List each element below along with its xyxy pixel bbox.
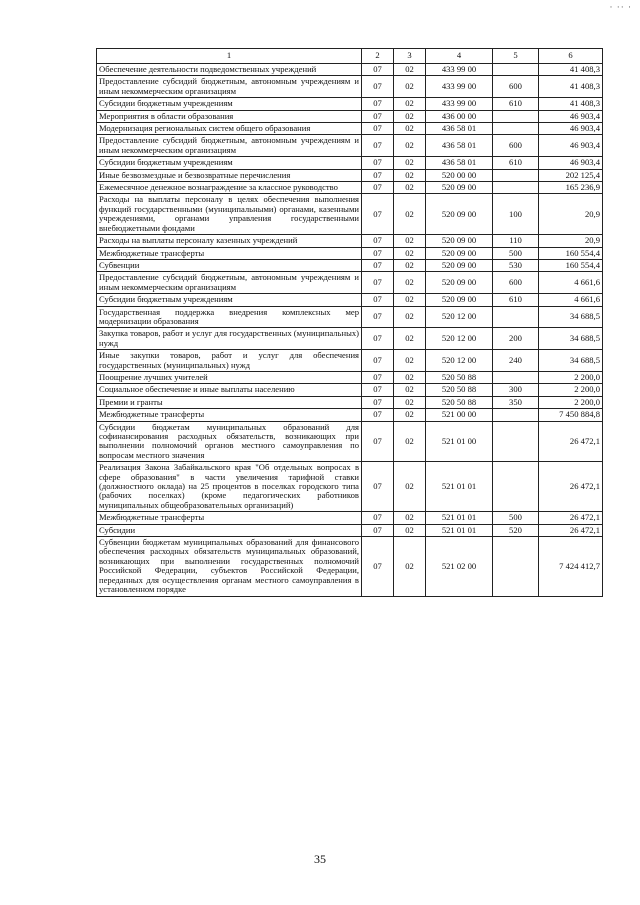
row-target-code-cell: 520 09 00: [426, 272, 493, 294]
row-expense-type-cell: 600: [493, 272, 539, 294]
header-col-3: 3: [394, 49, 426, 64]
row-amount-cell: 160 554,4: [539, 247, 603, 259]
row-name-cell: Субвенции: [97, 259, 362, 271]
row-section-cell: 07: [362, 294, 394, 306]
table-row: [97, 123, 603, 135]
row-target-code-cell: 436 00 00: [426, 110, 493, 122]
row-target-code-cell: 436 58 01: [426, 157, 493, 169]
row-expense-type-cell: 500: [493, 512, 539, 524]
table-row: [97, 462, 603, 512]
row-section-cell: 07: [362, 182, 394, 194]
row-subsection-cell: 02: [394, 272, 426, 294]
row-expense-type-cell: 200: [493, 328, 539, 350]
table-row: [97, 98, 603, 110]
row-expense-type-cell: 110: [493, 235, 539, 247]
header-col-4: 4: [426, 49, 493, 64]
row-target-code-cell: 433 99 00: [426, 64, 493, 76]
row-target-code-cell: 520 09 00: [426, 247, 493, 259]
row-amount-cell: 2 200,0: [539, 396, 603, 408]
page-number: 35: [314, 852, 326, 866]
row-section-cell: 07: [362, 537, 394, 596]
row-name-cell: Субсидии бюджетным учреждениям: [97, 157, 362, 169]
row-section-cell: 07: [362, 64, 394, 76]
table-row: [97, 169, 603, 181]
row-name-cell: Премии и гранты: [97, 396, 362, 408]
row-section-cell: 07: [362, 524, 394, 536]
row-target-code-cell: 521 01 01: [426, 524, 493, 536]
row-section-cell: 07: [362, 306, 394, 328]
row-subsection-cell: 02: [394, 524, 426, 536]
row-amount-cell: 26 472,1: [539, 462, 603, 512]
row-amount-cell: 4 661,6: [539, 294, 603, 306]
row-subsection-cell: 02: [394, 110, 426, 122]
row-expense-type-cell: [493, 421, 539, 462]
row-expense-type-cell: 530: [493, 259, 539, 271]
row-subsection-cell: 02: [394, 328, 426, 350]
row-target-code-cell: 436 58 01: [426, 123, 493, 135]
row-section-cell: 07: [362, 123, 394, 135]
row-amount-cell: 46 903,4: [539, 135, 603, 157]
row-expense-type-cell: [493, 409, 539, 421]
row-expense-type-cell: 240: [493, 350, 539, 372]
row-subsection-cell: 02: [394, 235, 426, 247]
row-name-cell: Субсидии бюджетным учреждениям: [97, 98, 362, 110]
row-target-code-cell: 521 01 00: [426, 421, 493, 462]
budget-table: [96, 48, 603, 597]
row-target-code-cell: 521 01 01: [426, 512, 493, 524]
row-amount-cell: 160 554,4: [539, 259, 603, 271]
table-row: [97, 259, 603, 271]
row-amount-cell: 165 236,9: [539, 182, 603, 194]
row-subsection-cell: 02: [394, 135, 426, 157]
row-subsection-cell: 02: [394, 371, 426, 383]
row-name-cell: Иные безвозмездные и безвозвратные перечисления: [97, 169, 362, 181]
table-row: [97, 537, 603, 596]
table-row: [97, 371, 603, 383]
row-target-code-cell: 520 09 00: [426, 182, 493, 194]
row-subsection-cell: 02: [394, 182, 426, 194]
row-subsection-cell: 02: [394, 462, 426, 512]
row-subsection-cell: 02: [394, 123, 426, 135]
row-section-cell: 07: [362, 110, 394, 122]
row-name-cell: Субсидии: [97, 524, 362, 536]
row-name-cell: Субсидии бюджетам муниципальных образований для софинансирования расходных обязательств, возникающих при выполнении полномочий органов местного самоуправления по вопросам местного значения: [97, 421, 362, 462]
row-target-code-cell: 520 09 00: [426, 259, 493, 271]
row-subsection-cell: 02: [394, 350, 426, 372]
table-row: [97, 384, 603, 396]
table-row: [97, 350, 603, 372]
row-amount-cell: 46 903,4: [539, 157, 603, 169]
table-row: [97, 306, 603, 328]
row-name-cell: Мероприятия в области образования: [97, 110, 362, 122]
row-name-cell: Расходы на выплаты персоналу казенных учреждений: [97, 235, 362, 247]
table-row: [97, 421, 603, 462]
row-subsection-cell: 02: [394, 169, 426, 181]
table-row: [97, 135, 603, 157]
row-expense-type-cell: 600: [493, 76, 539, 98]
row-name-cell: Модернизация региональных систем общего образования: [97, 123, 362, 135]
row-name-cell: Государственная поддержка внедрения комплексных мер модернизации образования: [97, 306, 362, 328]
row-expense-type-cell: [493, 123, 539, 135]
row-section-cell: 07: [362, 259, 394, 271]
table-row: [97, 409, 603, 421]
row-section-cell: 07: [362, 169, 394, 181]
row-name-cell: Обеспечение деятельности подведомственных учреждений: [97, 64, 362, 76]
row-name-cell: Реализация Закона Забайкальского края "Об отдельных вопросах в сфере образования" в части увеличения тарифной ставки (должностного оклада) на 25 процентов в поселках городского типа (рабочих поселках) (кроме педагогических работников муниципальных общеобразовательных организаций): [97, 462, 362, 512]
row-subsection-cell: 02: [394, 512, 426, 524]
row-section-cell: 07: [362, 272, 394, 294]
row-section-cell: 07: [362, 462, 394, 512]
row-target-code-cell: 521 01 01: [426, 462, 493, 512]
row-section-cell: 07: [362, 135, 394, 157]
row-amount-cell: 41 408,3: [539, 76, 603, 98]
header-col-2: 2: [362, 49, 394, 64]
row-expense-type-cell: [493, 537, 539, 596]
header-col-6: 6: [539, 49, 603, 64]
header-col-5: 5: [493, 49, 539, 64]
table-row: [97, 110, 603, 122]
row-subsection-cell: 02: [394, 98, 426, 110]
row-expense-type-cell: [493, 371, 539, 383]
row-section-cell: 07: [362, 350, 394, 372]
row-name-cell: Предоставление субсидий бюджетным, автономным учреждениям и иным некоммерческим организациям: [97, 135, 362, 157]
row-amount-cell: 26 472,1: [539, 421, 603, 462]
row-section-cell: 07: [362, 384, 394, 396]
row-amount-cell: 7 424 412,7: [539, 537, 603, 596]
header-col-1: 1: [97, 49, 362, 64]
row-section-cell: 07: [362, 409, 394, 421]
table-row: [97, 182, 603, 194]
row-subsection-cell: 02: [394, 537, 426, 596]
row-target-code-cell: 520 00 00: [426, 169, 493, 181]
row-name-cell: Межбюджетные трансферты: [97, 512, 362, 524]
row-expense-type-cell: 610: [493, 294, 539, 306]
row-amount-cell: 26 472,1: [539, 512, 603, 524]
scan-mark: · ·· ·: [609, 2, 632, 12]
row-amount-cell: 34 688,5: [539, 350, 603, 372]
row-expense-type-cell: 610: [493, 157, 539, 169]
row-section-cell: 07: [362, 421, 394, 462]
row-expense-type-cell: [493, 306, 539, 328]
row-expense-type-cell: 100: [493, 194, 539, 235]
row-target-code-cell: 520 09 00: [426, 235, 493, 247]
row-section-cell: 07: [362, 512, 394, 524]
row-name-cell: Ежемесячное денежное вознаграждение за классное руководство: [97, 182, 362, 194]
table-row: [97, 396, 603, 408]
row-name-cell: Предоставление субсидий бюджетным, автономным учреждениям и иным некоммерческим организациям: [97, 76, 362, 98]
row-amount-cell: 46 903,4: [539, 110, 603, 122]
table-row: [97, 294, 603, 306]
row-expense-type-cell: [493, 462, 539, 512]
row-expense-type-cell: [493, 64, 539, 76]
row-subsection-cell: 02: [394, 421, 426, 462]
budget-table-body: [97, 49, 603, 597]
row-subsection-cell: 02: [394, 396, 426, 408]
row-target-code-cell: 520 50 88: [426, 384, 493, 396]
table-row: [97, 157, 603, 169]
row-expense-type-cell: 300: [493, 384, 539, 396]
table-row: [97, 64, 603, 76]
row-name-cell: Расходы на выплаты персоналу в целях обеспечения выполнения функций государственными (муниципальными) органами, казенными учреждениями, органами управления государственными внебюджетными фондами: [97, 194, 362, 235]
row-amount-cell: 2 200,0: [539, 371, 603, 383]
row-target-code-cell: 433 99 00: [426, 98, 493, 110]
row-amount-cell: 46 903,4: [539, 123, 603, 135]
row-target-code-cell: 520 12 00: [426, 350, 493, 372]
row-subsection-cell: 02: [394, 157, 426, 169]
row-name-cell: Социальное обеспечение и иные выплаты населению: [97, 384, 362, 396]
row-expense-type-cell: 610: [493, 98, 539, 110]
row-section-cell: 07: [362, 396, 394, 408]
row-name-cell: Поощрение лучших учителей: [97, 371, 362, 383]
row-subsection-cell: 02: [394, 384, 426, 396]
row-expense-type-cell: 600: [493, 135, 539, 157]
row-name-cell: Предоставление субсидий бюджетным, автономным учреждениям и иным некоммерческим организациям: [97, 272, 362, 294]
row-expense-type-cell: [493, 182, 539, 194]
row-section-cell: 07: [362, 98, 394, 110]
row-amount-cell: 202 125,4: [539, 169, 603, 181]
row-target-code-cell: 521 00 00: [426, 409, 493, 421]
row-amount-cell: 34 688,5: [539, 306, 603, 328]
row-subsection-cell: 02: [394, 76, 426, 98]
row-target-code-cell: 520 09 00: [426, 294, 493, 306]
row-target-code-cell: 520 50 88: [426, 396, 493, 408]
row-section-cell: 07: [362, 371, 394, 383]
row-target-code-cell: 521 02 00: [426, 537, 493, 596]
row-section-cell: 07: [362, 328, 394, 350]
row-name-cell: Закупка товаров, работ и услуг для государственных (муниципальных) нужд: [97, 328, 362, 350]
row-subsection-cell: 02: [394, 306, 426, 328]
table-row: [97, 512, 603, 524]
table-row: [97, 524, 603, 536]
row-expense-type-cell: 520: [493, 524, 539, 536]
row-amount-cell: 4 661,6: [539, 272, 603, 294]
row-section-cell: 07: [362, 157, 394, 169]
row-amount-cell: 20,9: [539, 235, 603, 247]
row-subsection-cell: 02: [394, 259, 426, 271]
row-name-cell: Субвенции бюджетам муниципальных образований для финансового обеспечения расходных обязательств муниципальных образований, возникающих при выполнении государственных полномочий Российской Федерации, субъектов Российской Федерации, переданных для осуществления органам местного самоуправления в установленном порядке: [97, 537, 362, 596]
row-amount-cell: 26 472,1: [539, 524, 603, 536]
table-row: [97, 76, 603, 98]
table-row: [97, 247, 603, 259]
row-subsection-cell: 02: [394, 294, 426, 306]
row-name-cell: Межбюджетные трансферты: [97, 247, 362, 259]
row-section-cell: 07: [362, 247, 394, 259]
row-amount-cell: 41 408,3: [539, 64, 603, 76]
row-amount-cell: 7 450 884,8: [539, 409, 603, 421]
row-target-code-cell: 520 09 00: [426, 194, 493, 235]
row-target-code-cell: 433 99 00: [426, 76, 493, 98]
row-expense-type-cell: [493, 110, 539, 122]
row-target-code-cell: 520 12 00: [426, 306, 493, 328]
table-row: [97, 235, 603, 247]
row-subsection-cell: 02: [394, 409, 426, 421]
row-target-code-cell: 520 50 88: [426, 371, 493, 383]
row-expense-type-cell: [493, 169, 539, 181]
row-section-cell: 07: [362, 194, 394, 235]
row-subsection-cell: 02: [394, 247, 426, 259]
row-amount-cell: 20,9: [539, 194, 603, 235]
table-row: [97, 328, 603, 350]
row-section-cell: 07: [362, 76, 394, 98]
row-amount-cell: 41 408,3: [539, 98, 603, 110]
row-target-code-cell: 520 12 00: [426, 328, 493, 350]
row-target-code-cell: 436 58 01: [426, 135, 493, 157]
row-amount-cell: 34 688,5: [539, 328, 603, 350]
row-expense-type-cell: 350: [493, 396, 539, 408]
row-section-cell: 07: [362, 235, 394, 247]
row-name-cell: Субсидии бюджетным учреждениям: [97, 294, 362, 306]
table-row: [97, 272, 603, 294]
table-header-row: [97, 49, 603, 64]
row-name-cell: Межбюджетные трансферты: [97, 409, 362, 421]
row-subsection-cell: 02: [394, 194, 426, 235]
row-subsection-cell: 02: [394, 64, 426, 76]
row-name-cell: Иные закупки товаров, работ и услуг для обеспечения государственных (муниципальных) нужд: [97, 350, 362, 372]
row-amount-cell: 2 200,0: [539, 384, 603, 396]
row-expense-type-cell: 500: [493, 247, 539, 259]
table-row: [97, 194, 603, 235]
